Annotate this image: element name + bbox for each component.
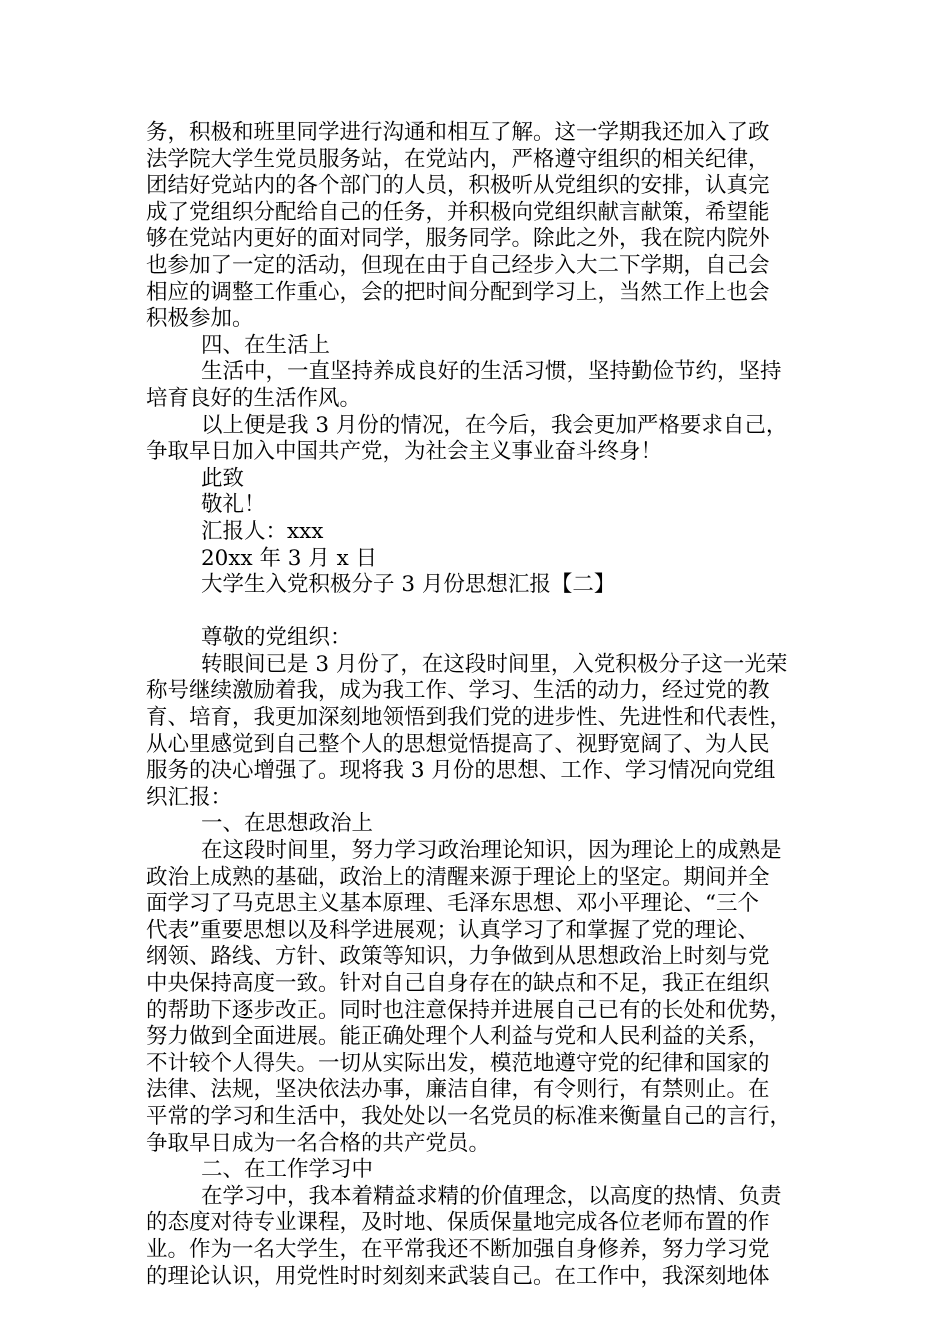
text-line: 尊敬的党组织： xyxy=(201,625,352,651)
text-line: 相应的调整工作重心，会的把时间分配到学习上，当然工作上也会 xyxy=(146,279,770,305)
text-line: 纲领、路线、方针、政策等知识，力争做到从思想政治上时刻与党 xyxy=(146,944,770,970)
text-line: 服务的决心增强了。现将我 3 月份的思想、工作、学习情况向党组 xyxy=(146,758,776,784)
text-line: 的帮助下逐步改正。同时也注意保持并进展自己已有的长处和优势， xyxy=(146,997,792,1023)
text-line: 法律、法规，坚决依法办事，廉洁自律，有令则行，有禁则止。在 xyxy=(146,1077,770,1103)
text-line: 不计较个人得失。一切从实际出发，模范地遵守党的纪律和国家的 xyxy=(146,1050,770,1076)
text-line: 中央保持高度一致。针对自己自身存在的缺点和不足，我正在组织 xyxy=(146,971,770,996)
text-line: 二、在工作学习中 xyxy=(201,1157,374,1183)
text-line: 面学习了马克思主义基本原理、毛泽东思想、邓小平理论、“三个 xyxy=(146,891,759,917)
text-line: 平常的学习和生活中，我处处以一名党员的标准来衡量自己的言行， xyxy=(146,1103,792,1129)
document-page xyxy=(146,120,816,1290)
text-line: 政治上成熟的基础，政治上的清醒来源于理论上的坚定。期间并全 xyxy=(146,864,770,890)
text-line: 四、在生活上 xyxy=(201,332,331,358)
text-line: 汇报人：xxx xyxy=(201,518,324,544)
text-line: 的理论认识，用党性时时刻刻来武装自己。在工作中，我深刻地体 xyxy=(146,1263,770,1289)
text-line: 大学生入党积极分子 3 月份思想汇报【二】 xyxy=(201,572,616,598)
text-line: 积极参加。 xyxy=(146,306,254,332)
text-line: 此致 xyxy=(201,465,245,491)
text-line: 成了党组织分配给自己的任务，并积极向党组织献言献策，希望能 xyxy=(146,199,770,225)
text-line: 敬礼！ xyxy=(201,492,266,518)
text-line: 够在党站内更好的面对同学，服务同学。除此之外，我在院内院外 xyxy=(146,226,770,252)
text-line: 培育良好的生活作风。 xyxy=(146,385,362,411)
text-line: 争取早日加入中国共产党，为社会主义事业奋斗终身！ xyxy=(146,439,663,465)
text-line: 努力做到全面进展。能正确处理个人利益与党和人民利益的关系， xyxy=(146,1024,770,1050)
text-line: 20xx 年 3 月 x 日 xyxy=(201,545,378,571)
text-line xyxy=(146,599,816,626)
text-line: 法学院大学生党员服务站，在党站内，严格遵守组织的相关纪律， xyxy=(146,146,770,172)
text-line: 育、培育，我更加深刻地领悟到我们党的进步性、先进性和代表性， xyxy=(146,705,792,731)
text-line: 以上便是我 3 月份的情况，在今后，我会更加严格要求自己， xyxy=(201,412,788,438)
text-line: 转眼间已是 3 月份了，在这段时间里，入党积极分子这一光荣 xyxy=(201,651,788,677)
text-line: 争取早日成为一名合格的共产党员。 xyxy=(146,1130,491,1156)
text-line: 称号继续激励着我，成为我工作、学习、生活的动力，经过党的教 xyxy=(146,678,770,704)
text-line: 在学习中，我本着精益求精的价值理念，以高度的热情、负责 xyxy=(201,1183,782,1209)
text-line: 生活中，一直坚持养成良好的生活习惯，坚持勤俭节约，坚持 xyxy=(201,359,782,385)
text-line: 一、在思想政治上 xyxy=(201,811,374,837)
text-line: 织汇报： xyxy=(146,784,233,810)
text-line: 团结好党站内的各个部门的人员，积极听从党组织的安排，认真完 xyxy=(146,173,770,199)
text-line: 的态度对待专业课程，及时地、保质保量地完成各位老师布置的作 xyxy=(146,1210,770,1236)
text-line: 代表”重要思想以及科学进展观；认真学习了和掌握了党的理论、 xyxy=(146,917,759,943)
text-line: 也参加了一定的活动，但现在由于自己经步入大二下学期，自己会 xyxy=(146,252,770,278)
text-line: 业。作为一名大学生，在平常我还不断加强自身修养，努力学习党 xyxy=(146,1236,770,1262)
text-line: 在这段时间里，努力学习政治理论知识，因为理论上的成熟是 xyxy=(201,838,782,864)
text-line: 从心里感觉到自己整个人的思想觉悟提高了、视野宽阔了、为人民 xyxy=(146,731,770,757)
text-line: 务，积极和班里同学进行沟通和相互了解。这一学期我还加入了政 xyxy=(146,120,770,145)
